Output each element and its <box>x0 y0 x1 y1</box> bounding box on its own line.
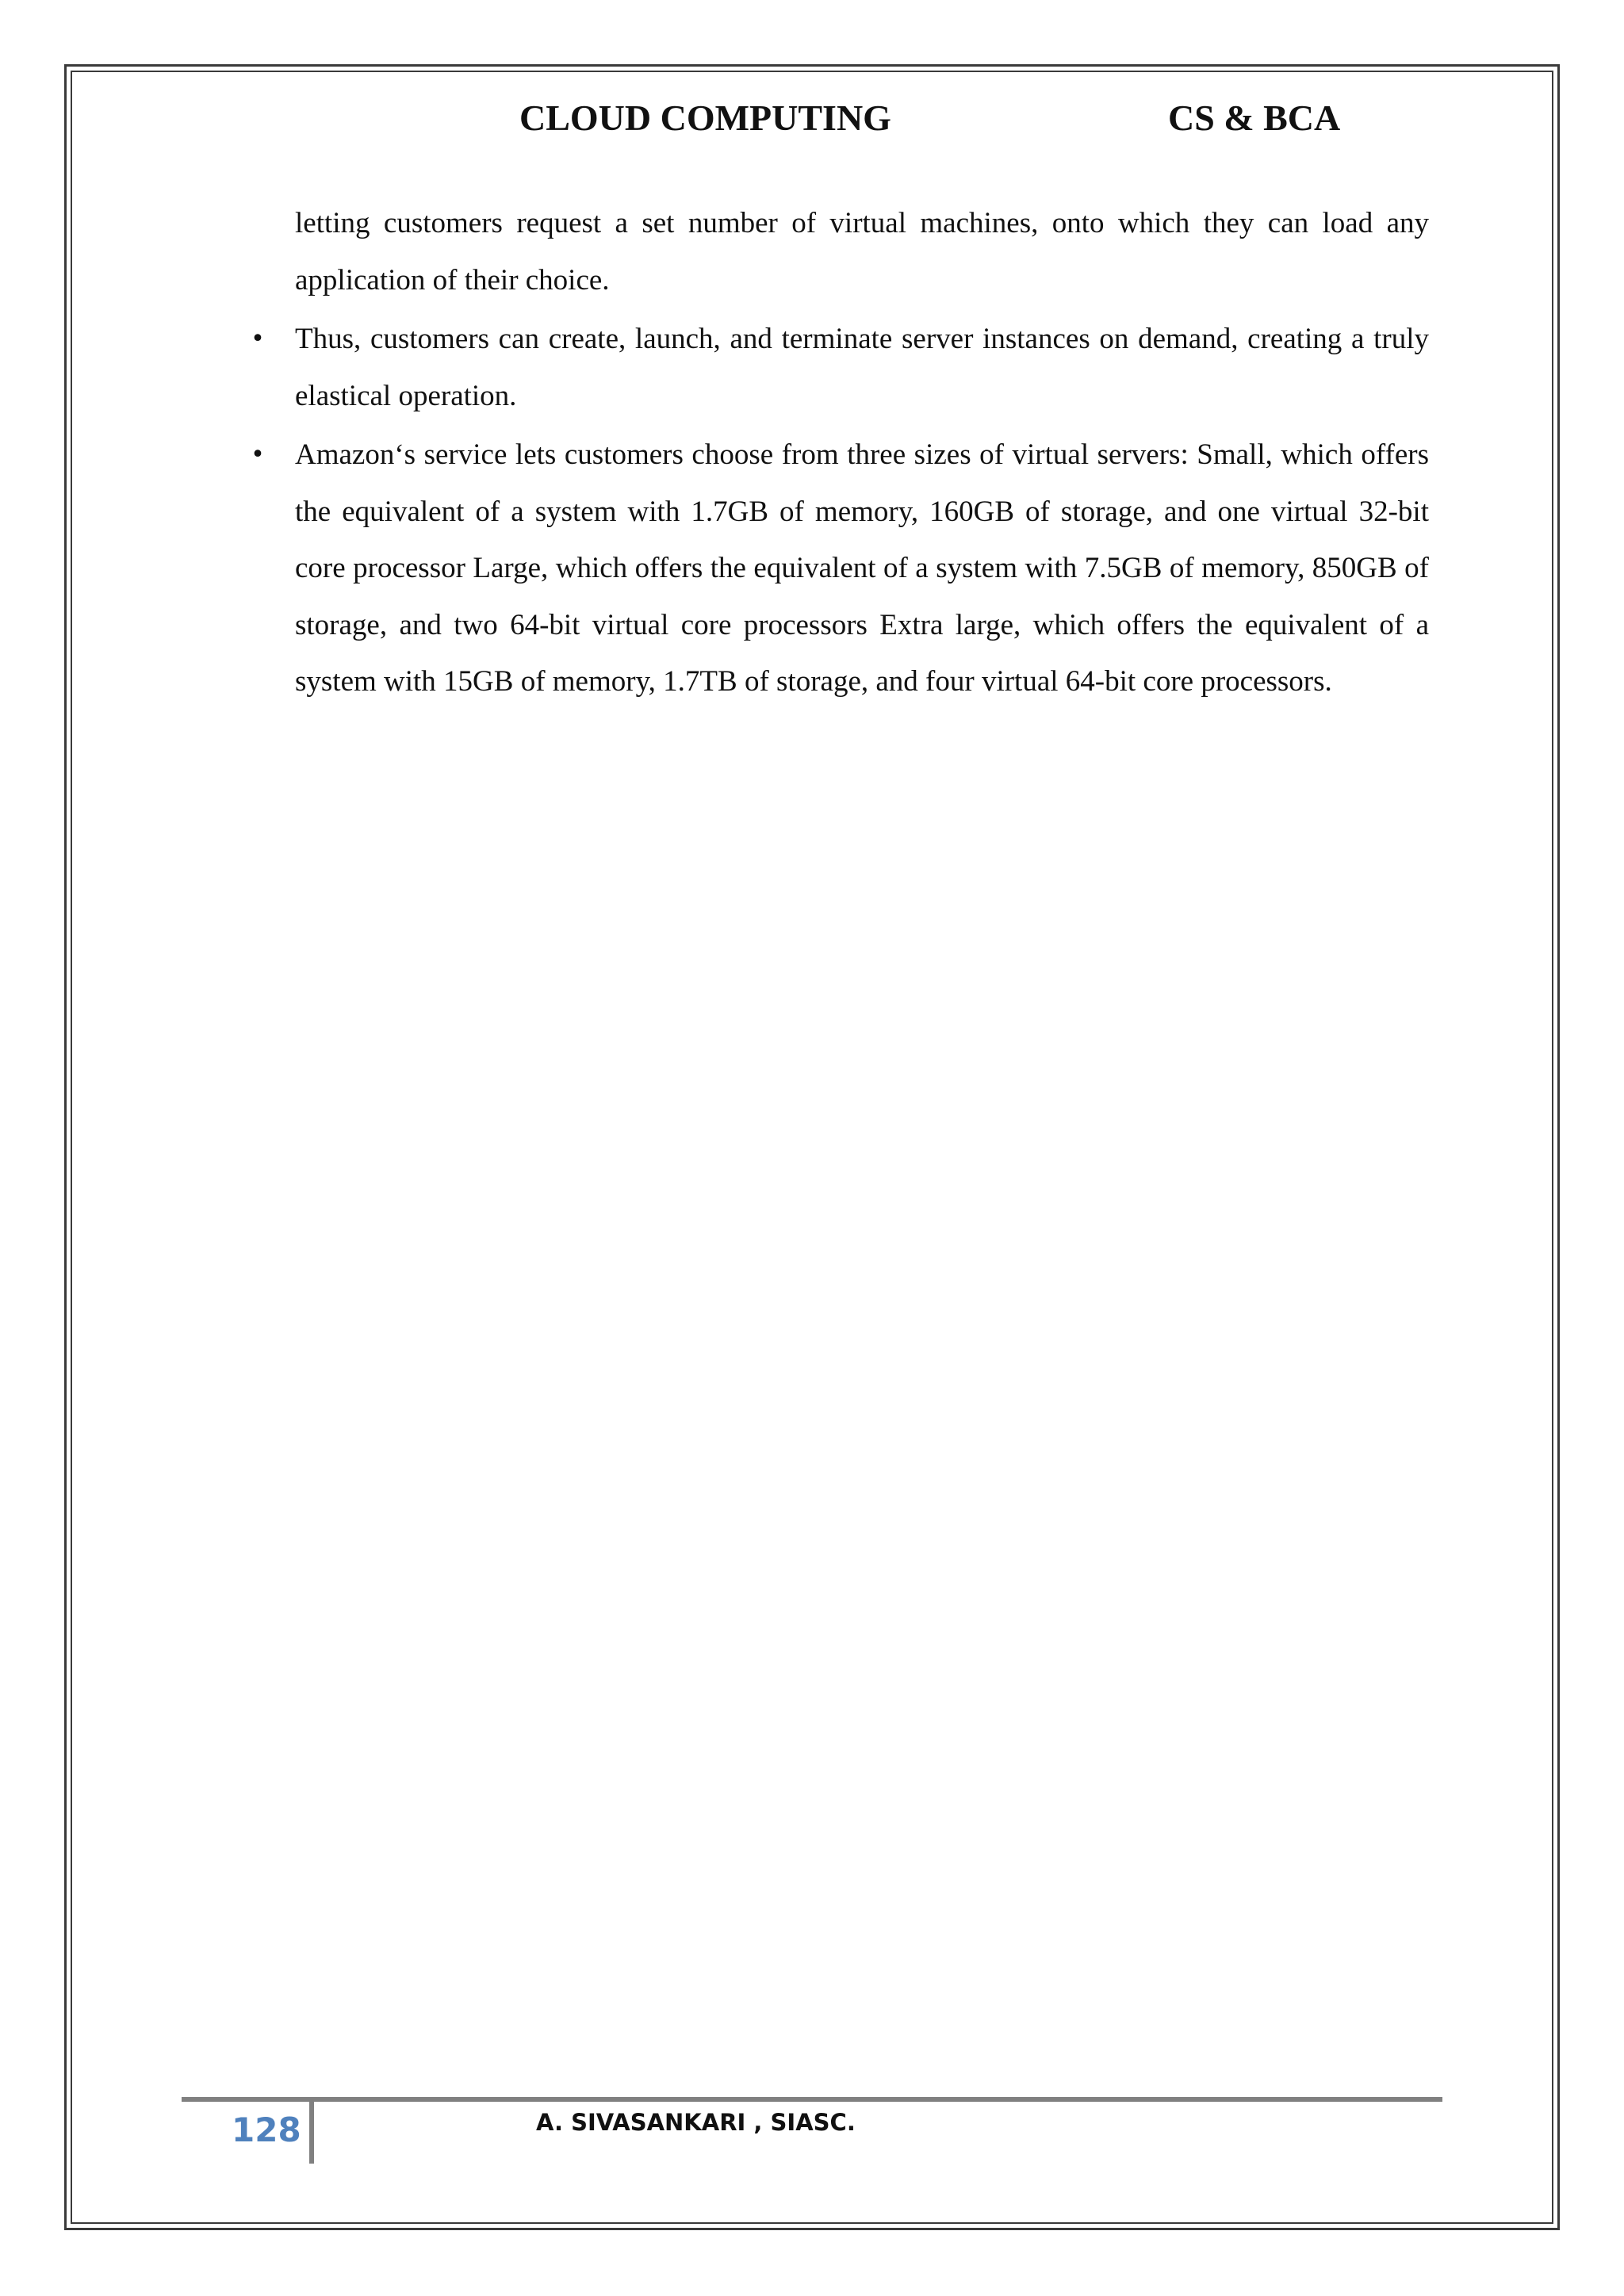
footer-rule <box>182 2097 1442 2102</box>
bullet-icon: • <box>251 441 265 469</box>
bullet-text: Amazon‘s service lets customers choose from three sizes of virtual servers: Small, which offers the equivalent of a system with 1.7GB of memory, 160GB of storage, and one virtual 32-bit core processor Large, which offers the equivalent of a system with 7.5GB of memory, 850GB of storage, and two 64-bit virtual core processors Extra large, which offers the equivalent of a system with 15GB of memory, 1.7TB of storage, and four virtual 64-bit core processors. <box>295 438 1429 698</box>
page-header <box>0 97 1624 152</box>
bullet-icon: • <box>251 325 265 353</box>
header-title-right: CS & BCA <box>1168 98 1341 138</box>
header-title-left: CLOUD COMPUTING <box>519 98 891 138</box>
page-body <box>251 195 1429 710</box>
footer-separator <box>309 2102 314 2164</box>
bullet-item <box>251 427 1429 710</box>
bullet-text: Thus, customers can create, launch, and terminate server instances on demand, creating a truly elastical operation. <box>295 323 1429 412</box>
footer-author: A. SIVASANKARI , SIASC. <box>536 2109 856 2136</box>
continuation-paragraph: letting customers request a set number of virtual machines, onto which they can load any application of their choice. <box>295 207 1429 297</box>
page-number: 128 <box>232 2110 301 2149</box>
bullet-item <box>251 311 1429 424</box>
